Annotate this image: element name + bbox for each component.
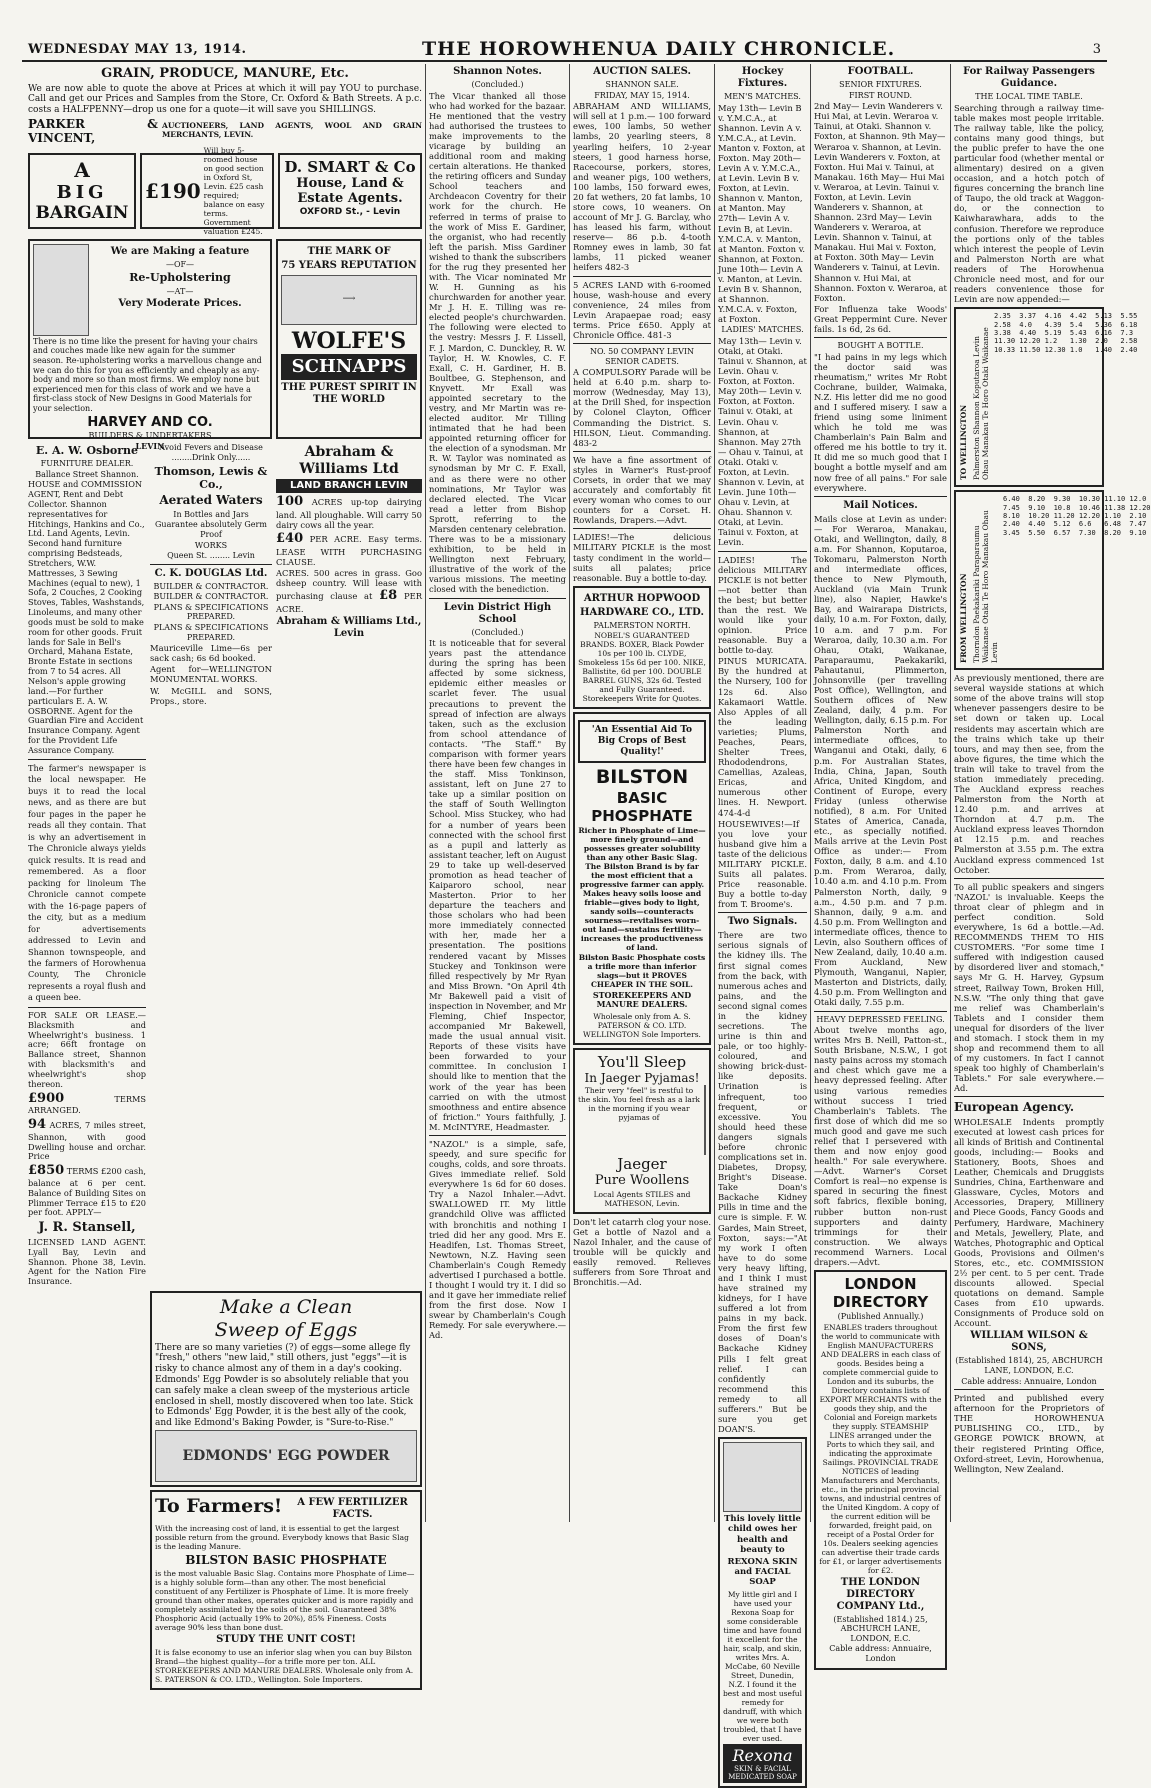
house-price-box: [140, 145, 274, 236]
acres-500-text: ACRES. 500 acres in grass. Goo dsheep country. Will lease with purchasing clause at: [276, 567, 422, 602]
railway-intro: Searching through a railway time-table makes most people irritable. The railway table, like the policy, contains many good things, but the public prefer to have the one particular food (whether mental or alimentary) desired on a given occasion, and a hotch potch of figures concerning the branch line of Taupo, the old track at Waggon-do, or the connection to Kaiwharawhara, adds to the confusion. Therefore we reproduce the portions only of the tables which interest the people of Levin and Palmerston North are what readers of The Horowhenua Chronicle need most, and for our readers convenience those for Levin are now appended:—: [954, 102, 1104, 305]
bargain-a: A: [74, 157, 90, 182]
column-rule: [950, 64, 951, 1522]
price-850-terms: TERMS £200 cash, balance at 6 per cent. Balance of Building Sites on Plimmer Terrace £15 to £20 per foot. APPLY—: [28, 1166, 146, 1218]
stansell-name: J. R. Stansell,: [38, 1220, 136, 1236]
fevers-line: Avoid Fevers and Disease: [159, 442, 263, 452]
hopwood-name: ARTHUR HOPWOOD: [583, 592, 701, 604]
upholsterer-image: [33, 244, 89, 336]
for-sale-text: FOR SALE OR LEASE.— Blacksmith and Wheelwright's business. 1 acre; 66ft frontage on Ballance street, Shannon with blacksmith's and wheelwright's shop thereon.: [28, 1009, 146, 1089]
from-wellington-label: FROM WELLINGTON: [959, 573, 968, 664]
shannon-sale: SHANNON SALE.: [605, 80, 679, 89]
house-text: Will buy 5-roomed house on good section in Oxford St, Levin. £25 cash required; balance on easy terms. Government valuation £245.: [203, 145, 265, 236]
clean-sweep-2: Sweep of Eggs: [214, 1318, 358, 1341]
price-8: £8: [379, 588, 398, 604]
bargain-big: BIG: [56, 181, 108, 203]
study-text: It is false economy to use an inferior slag when you can buy Bilston Brand—the highest quality—for a trifle more per ton. ALL STOREKEEPERS AND MANURE DEALERS. Wholesale only from A. S. PATERSON & CO. LTD., Wellington. Sole Importers.: [155, 1648, 414, 1685]
directory-company: THE LONDON DIRECTORY COMPANY Ltd.,: [836, 1576, 925, 1612]
jaeger-text: Their very "feel" is restful to the skin. You feel fresh as a lark in the morning if you wear pyjamas of: [578, 1086, 700, 1123]
queen-st-line: Queen St. ........ Levin: [167, 551, 255, 561]
lime-text: Mauriceville Lime—6s per sack cash; 6s 6d booked.: [150, 643, 272, 664]
at-line: —AT—: [166, 286, 194, 296]
pickle-text: LADIES!—The delicious MILITARY PICKLE is the most tasty condiment in the world—suits all palates; price reasonable. Buy a bottle to-day.: [573, 532, 711, 583]
school-text: It is noticeable that for several years past the attendance during the spring has been affected by some sickness, epidemic either measles or scarlet fever. The usual precautions to prevent the spread of infection are always taken, such as the exclusion from school attendance of contacts. "The Staff." By comparison with former years there have been few changes in the staff. Miss Tonkinson, assistant, left on June 27 to take up a similar position on the staff of South Wellington School. Miss Stuckey, who had for a number of years been connected with the school first as a pupil and latterly as assistant teacher, left on August 29 to take up well-deserved promotion as head teacher of Kaiparoro school, near Masterton. Prior to her departure the teachers and those scholars who had been more immediately connected with her, made her a presentation. The positions rendered vacant by Misses Stuckey and Tonkinson were filled respectively by Mr Ryan and Miss Brown. "On April 4th Mr Bakewell paid a visit of inspection in November, and Mr Fleming, Chief Inspector, accompanied Mr Bakewell, made the usual annual visit. Reports of these visits have been forwarded to your committee. In conclusion I should like to mention that the work of the year has been carried on with the utmost smoothness and entire absence of friction." Yours faithfully, J. M. McINTYRE, Headmaster.: [429, 638, 566, 1132]
shannon-notes-text: The Vicar thanked all those who had worked for the bazaar. He mentioned that the vestry had authorised the trustees to make improvements to the vicarage by building an additional room and making certain alterations. He thanked the retiring officers and Sunday School teachers and Archdeacon Coventry for their work for the church. He referred in terms of praise to the work of Miss E. Gardiner, the organist, who had recently left the parish. Miss Gardiner wished to thank the subscribers for the rug they presented her with. The Vicar nominated Mr W. H. Gunning as his churchwarden for another year. Mr J. H. E. Tilling was re-elected people's churchwarden. The following were elected to the vestry: Messrs J. F. Lissell, F. J. Mardon, C. Dunckley, R. W. Taylor, H. W. Knowles, C. F. Exall, C. H. Gardiner, H. B. Boultbee, G. Stephenson, and Knyvett. Mr Exall was appointed secretary to the vestry, and Mr Martin was re-elected auditor. Mr Tilling intimated that he had been appointed returning officer for the election of a synodsman. Mr R. W. Taylor was nominated as synodsman by Mr C. F. Exall, and as there were no other nominations, Mr Taylor was declared elected. The Vicar read a letter from Bishop Sprott, referring to the Marsden centenary celebration. There was to be a missionary exhibition, to be held in Wellington next February, illustrative of the work of the various missions. The meeting closed with the benediction.: [429, 90, 566, 595]
housewives-text: HOUSEWIVES!—If you love your husband give him a taste of the delicious MILITARY PICKLE. Suits all palates. Price reasonable. Buy a bottle to-day from T. Broome's.: [718, 818, 807, 910]
wilson-address: (Established 1814), 25, ABCHURCH LANE, LONDON, E.C.: [955, 1356, 1103, 1375]
egg-text: There are so many varieties (?) of eggs—some allege fly "fresh," others "new laid," still others, just "eggs"—it is risky to chance almost any of them in a day's cooking. Edmonds' Egg Powder is so absolutely reliable that you can safely make a clean sweep of the mysterious article enclosed in shell, mostly discovered when too late. Stick to Edmonds' Egg Powder, it is the best ally of the cook, and like Edmond's Baking Powder, is "Sure-to-Rise.": [155, 1342, 414, 1429]
price-8-text: PER ACRE.: [276, 591, 423, 614]
directory-cable: Cable address: Annuaire, London: [829, 1644, 932, 1663]
issue-date: WEDNESDAY MAY 13, 1914.: [28, 42, 247, 57]
upholstery-text: There is no time like the present for having your chairs and couches made like new again for the summer season. Re-upholstering works a marvellous change and we can do this for you as efficiently and cheaply as any-body and more so than most firms. We employ none but experienced men for this class of work and we have a first-class stock of New Designs in Good Materials for your selection.: [33, 336, 262, 413]
bilston-costs: Bilston Basic Phosphate costs a trifle more than inferior slags—but it PROVES CHEAPER IN THE SOIL.: [578, 952, 706, 989]
abraham-ad: [276, 442, 422, 1288]
football-heading: FOOTBALL.: [847, 66, 914, 77]
stations-b: Thorndon Paekakariki Paraparaumu Waikanae Otaki Te Horo Manakau Ohau Levin: [972, 510, 999, 664]
price-900-terms: TERMS ARRANGED.: [28, 1093, 146, 1116]
right-stack: [276, 236, 422, 442]
from-wellington-table: [954, 490, 1151, 670]
douglas-name: C. K. DOUGLAS Ltd.: [154, 567, 268, 579]
acres-100-text: ACRES up-top dairying land. All ploughable. Will carry 50 dairy cows all the year.: [276, 497, 422, 531]
mail-notices-text: Mails close at Levin as under:— For Weraroa, Manakau, Otaki, and Wellington, daily, 8 a.m. For Shannon, Koputaroa, Tokomaru, Palmerston North and intermediate offices, thence to New Plymouth, Auckland (via Main Trunk line), also Napier, Hawke's Bay, and Wairarapa Districts, daily, 10 a.m. For Foxton, daily, 10 a.m. and 7 p.m. For Weraroa, daily, 10.30 a.m. For Ohau, Otaki, Waikanae, Paraparaumu, Paekakariki, Pahautanui, Plimmerton, Johnsonville (per travelling Post Office), Wellington, and Southern offices of New Zealand, daily, 4 p.m. For Wellington, daily, 6.15 p.m. For Palmerston North and intermediate offices, to Wanganui and Otaki, daily, 6 p.m. For Australian States, India, China, Japan, South Africa, United Kingdom, and Continent of Europe, every Friday (unless otherwise notified), 8 a.m. For United States of America, Canada, etc., as specially notified. Mails arrive at the Levin Post Office as under:— From Foxton, daily, 8 a.m. and 4.10 p.m. From Weraroa, daily, 10.40 a.m. and 4.10 p.m. From Palmerston North, daily, 9 a.m., 4.50 p.m. and 7 p.m. Shannon, daily, 9 a.m. and 4.50 p.m. From Wellington and intermediate offices, thence to Levin, also Southern offices of New Zealand, daily, 10.40 a.m. From Auckland, New Plymouth, Wanganui, Napier, Masterton and Districts, daily, 4.50 p.m. From Wellington and Otaki daily, 7.55 p.m.: [814, 513, 947, 1008]
pyjamas-line: In Jaeger Pyjamas!: [584, 1070, 700, 1085]
sale-date: FRIDAY, MAY 15, 1914.: [594, 90, 690, 100]
fertilizer-text: With the increasing cost of land, it is essential to get the largest possible return from the ground. Everybody knows that Basic Slag is the leading Manure.: [155, 1524, 409, 1551]
masthead: [22, 38, 1107, 62]
smart-box: [278, 153, 422, 229]
prices-line: Very Moderate Prices.: [118, 298, 242, 310]
two-signals-text: There are two serious signals of the kidney ills. The first signal comes from the back, with numerous aches and pains, and the second signal comes in the kidney secretions. The urine is thin and pale, or too highly-coloured, and showing brick-dust-like deposits. Urination is infrequent, too frequent, or excessive. You should heed these dangers signals before chronic complications set in. Diabetes, Dropsy, Bright's Disease. Take Doan's Backache Kidney Pills in time and the cure is simple. F. W. Gardes, Main Street, Foxton, says:—"At my work I often have to do some very heavy lifting, and I think I must have strained my kidneys, for I have suffered a lot from pains in my back. From the first few doses of Doan's Backache Kidney Pills I felt great relief. I can confidently recommend this remedy to all sufferers." But be sure you get DOAN'S.: [718, 930, 807, 1435]
big-bargain-box: [28, 153, 136, 229]
depressed-heading: HEAVY DEPRESSED FEELING.: [816, 1014, 945, 1024]
ladies-matches: LADIES' MATCHES.: [721, 325, 804, 335]
five-acres-text: 5 ACRES LAND with 6-roomed house, wash-house and every convenience, 24 miles from Levin Arapaepae road; easy terms. Price £650. Apply at Chronicle Office. 481-3: [573, 279, 711, 340]
firm-name: PARKER & VINCENT,: [28, 116, 158, 146]
thomson-name: Thomson, Lewis & Co.,: [154, 464, 268, 492]
rexona-text: My little girl and I have used your Rexona Soap for some considerable time and have found it excellent for the hair, scalp, and skin, writes Mrs. A. McCabe, 60 Neville Street, Dunedin, N.Z. I found it the best and most useful remedy for dandruff, with which we were both troubled, that I have ever used.: [723, 1589, 802, 1743]
imprint-text: Printed and published every afternoon for the Proprietors of THE HOROWHENUA PUBLISHING CO., LTD., by GEORGE POWICK BROWN, at their registered Printing Office, Oxford-street, Levin, Horowhenua, Wellington, New Zealand.: [954, 1393, 1104, 1474]
concluded-label: (Concluded.): [471, 80, 524, 89]
cadets-heading: NO. 50 COMPANY LEVIN SENIOR CADETS.: [589, 346, 695, 366]
depressed-text: About twelve months ago, writes Mrs B. Neill, Patton-st., South Brisbane, N.S.W., I got nasty pains across my stomach and chest which gave me a heavy depressed feeling. After using various remedies without success I tried Chamberlain's Tablets. The first dose of which did me so much good and gave me such relief that I persevered with them and now enjoy good health." For sale everywhere.—Advt. Warner's Corset Comfort is real—no expense is spared in securing the finest soft fabrics, flexible boning, rubber button non-rust supporters and dainty trimmings for their construction. We always recommend Warners. Local drapers.—Advt.: [814, 1025, 947, 1267]
clean-sweep-1: Make a Clean: [219, 1296, 353, 1319]
directory-word: DIRECTORY: [832, 1292, 929, 1311]
feature-line: We are Making a feature: [110, 245, 250, 257]
study-unit-cost: STUDY THE UNIT COST!: [216, 1634, 356, 1646]
european-agency-heading: European Agency.: [954, 1100, 1075, 1115]
auction-heading: AUCTION SALES.: [593, 66, 691, 77]
auction-column: [573, 64, 711, 1522]
harvey-town: LEVIN: [135, 440, 165, 451]
column-rule: [569, 64, 570, 1522]
hopwood-text: NOBEL'S GUARANTEED BRANDS. BOXER, Black Powder 10s per 100 lb. CLYDE, Smokeless 15s 6d per 100. NIKE, Ballistite, 6d per 100. DOUBLE BARREL GUNS, 32s 6d. Tested and Fully Guaranteed. Storekeepers Write for Quotes.: [578, 631, 706, 704]
jaeger-word: Jaeger: [617, 1155, 667, 1174]
wilson-name: WILLIAM WILSON & SONS,: [970, 1330, 1088, 1354]
schnapps-name: SCHNAPPS: [281, 354, 417, 380]
bilston-word: BILSTON: [595, 765, 689, 788]
mark-line: THE MARK OF: [307, 245, 391, 257]
ladies-fixtures: May 13th— Levin v. Otaki, at Otaki. Tainui v. Shannon, at Levin. Ohau v. Foxton, at Foxton. May 20th— Levin v. Foxton, at Foxton. Tainui v. Otaki, at Levin. Ohau v. Shannon, at Shannon. May 27th— Ohau v. Tainui, at Otaki. Otaki v. Foxton, at Levin. Shannon v. Levin, at Levin. June 10th— Ohau v. Levin, at Ohau. Shannon v. Otaki, at Levin. Tainui v. Foxton, at Levin.: [718, 335, 807, 548]
sleep-line: You'll Sleep: [597, 1052, 687, 1071]
pyjama-figure: [704, 1085, 706, 1155]
column-rule: [810, 64, 811, 1522]
acres-94: 94: [28, 1117, 47, 1133]
harvey-sub: BUILDERS & UNDERTAKERS: [88, 431, 212, 441]
purest-line: THE PUREST SPIRIT IN THE WORLD: [281, 381, 417, 405]
column-rule: [714, 64, 715, 1522]
hockey-heading: Hockey Fixtures.: [737, 66, 788, 89]
to-wellington-table: [954, 307, 1138, 487]
osborne-text: HOUSE and COMMISSION AGENT, Rent and Debt Collector. Shannon representatives for Hitchings, Hankins and Co., Ltd. Land Agents, Levin. Second hand furniture comprising Bedsteads, Stretchers, W.W. Mattresses, 3 Sewing Machines (equal to new), 1 Sofa, 2 Couches, 2 Cooking Stoves, Tables, Washstands, Linoleums, and many other goods must be sold to make room for other goods. Fruit lands for Sale in Bell's Orchard, Mahana Estate, Bronte Estate in sections from 7 to 54 acres. All Nelson's apple growing land.—For further particulars E. A. W. OSBORNE. Agent for the Guardian Fire and Accident Insurance Company. Agent for the Provident Life Assurance Company.: [28, 479, 145, 755]
price-850: £850: [28, 1163, 65, 1179]
builder-line-2: BUILDER & CONTRACTOR.: [153, 592, 269, 602]
directory-address: (Established 1814.) 25, ABCHURCH LANE, LONDON, E.C.: [833, 1614, 928, 1643]
railway-column: [954, 64, 1151, 1522]
guarantee-line: Guarantee absolutely Germ Proof: [155, 520, 267, 539]
child-portrait: [723, 1442, 802, 1512]
times-b: 6.40 8.20 9.30 10.30 11.10 12.0 7.45 9.10 10.8 10.46 11.38 12.20 8.10 10.20 11.20 12.20 1.10 2.10 2.40 4.40 5.12 6.6 6.48 7.47 3.45 5.50 6.57 7.30 8.20 9.10: [1003, 495, 1151, 537]
abraham-name: Abraham & Williams Ltd: [299, 443, 399, 477]
works-line: WORKS: [194, 540, 228, 550]
shannon-notes-column: [429, 64, 566, 1522]
plans-line-2: PLANS & SPECIFICATIONS PREPARED.: [153, 623, 269, 642]
column-rule: [425, 64, 426, 1522]
osborne-ad: [28, 442, 146, 1288]
aerated-waters: Aerated Waters: [159, 493, 263, 508]
hockey-column: [718, 64, 807, 1782]
land-branch: LAND BRANCH LEVIN: [276, 479, 422, 493]
pure-woollens: Pure Woollens: [594, 1173, 690, 1189]
jaeger-ad: [573, 1048, 711, 1214]
wholesale-text: Wholesale only from A. S. PATERSON & CO. LTD. WELLINGTON Sole Importers.: [583, 1011, 701, 1039]
pinus-text: PINUS MURICATA. By the hundred at the Nursery, 100 for 12s 6d. Also Kakamaori Wattle. Also Apples of all the leading varieties; Plums, Peaches, Pears, Shelter Trees, Rhododendrons, Camellias, Azaleas, Ericas, and numerous other lines. H. Newport. 474-4-d: [718, 656, 807, 818]
abraham-footer: Abraham & Williams Ltd., Levin: [276, 615, 422, 639]
hopwood-hardware: HARDWARE CO., LTD.: [580, 606, 704, 618]
reup-line: Re-Upholstering: [129, 271, 231, 285]
storekeepers: STOREKEEPERS AND MANURE DEALERS.: [592, 989, 692, 1010]
house-price: £190: [145, 178, 201, 203]
bilston-name: BILSTON BASIC PHOSPHATE: [185, 1553, 387, 1567]
rexona-tagline: SKIN & FACIAL MEDICATED SOAP: [728, 1764, 797, 1782]
bottles-line: In Bottles and Jars: [173, 509, 249, 519]
phosphate-word: PHOSPHATE: [591, 806, 693, 825]
harvey-name: HARVEY AND CO.: [87, 414, 213, 430]
smart-sub: House, Land & Estate Agents.: [296, 175, 404, 207]
signature-image: ⟶: [281, 275, 417, 325]
bilston-ad: [573, 712, 711, 1044]
wolfe-name: WOLFE'S: [291, 327, 407, 354]
firm-tagline: AUCTIONEERS, LAND AGENTS, WOOL AND GRAIN MERCHANTS, LEVIN.: [162, 120, 422, 139]
rexona-name: REXONA SKIN and FACIAL SOAP: [727, 1556, 798, 1588]
published-annually: (Published Annually.): [837, 1311, 924, 1321]
of-line: —OF—: [165, 259, 195, 269]
customers-text: To all public speakers and singers 'NAZOL' is invaluable. Keeps the throat clear of phlegm and in perfect condition. Sold everywhere, 1s 6d a bottle.—Ad. RECOMMENDS THEM TO HIS CUSTOMERS. "For some time I suffered with indigestion caused by disordered liver and stomach," says Mr G. H. Harvey, Gypsum street, Railway Town, Broken Hill, N.S.W. "The only thing that gave me relief was Chamberlain's Tablets and I consider them unequal for disorders of the liver and stomach. I stock them in my shop and recommend them to all of my customers. In fact I cannot speak too highly of Chamberlain's Tablets." For sale everywhere.—Ad.: [954, 881, 1104, 1094]
price-900: £900: [28, 1090, 65, 1106]
bought-bottle: BOUGHT A BOTTLE.: [837, 340, 924, 350]
stansell-text: LICENSED LAND AGENT. Lyall Bay, Levin and Shannon. Phone 38, Levin. Agent for the Nation Fire Insurance.: [28, 1236, 146, 1287]
acres-100: 100: [276, 494, 304, 510]
european-agency-text: WHOLESALE Indents promptly executed at lowest cash prices for all kinds of British and Continental goods, including:— Books and Stationery, Boots, Shoes and Leather, Chemicals and Druggists Sundries, China, Earthenware and Glassware, Cycles, Motors and Accessories, Drapery, Millinery and Piece Goods, Fancy Goods and Perfumery, Hardware, Machinery and Metals, Jewellery, Plate, and Watches, Photographic and Optical Goods, Provisions and Oilmen's Stores, etc., etc. COMMISSION 2½ per cent. to 5 per cent. Trade discounts allowed. Special quotations on demand. Sample Cases from £10 upwards. Consignments of Produce sold on Account.: [954, 1116, 1104, 1329]
railway-notes: As previously mentioned, there are several wayside stations at which some of the above trains will stop whenever passengers desire to be set down or taken up. Local residents may ascertain which are the trains which take up their tours, and may then see, from the above figures, the time which the train will take to travel from the station immediately preceding. The Auckland express reaches Palmerston from the North at 12.40 p.m. and arrives at Thorndon at 4.7 p.m. The Auckland express leaves Thorndon at 12.15 p.m. and reaches Palmerston at 3.55 p.m. The extra Auckland express commenced 1st October.: [954, 673, 1104, 875]
builder-line: BUILDER & CONTRACTOR.: [153, 581, 269, 591]
catarrh-text: Don't let catarrh clog your nose. Get a bottle of Nazol and a Nazol Inhaler, and the cause of trouble will be quickly and easily removed. Relieves sufferers from Sore Throat and Bronchitis.—Ad.: [573, 1216, 711, 1288]
smart-name: D. SMART & Co: [284, 157, 416, 176]
monumental-agent: Agent for—WELLINGTON MONUMENTAL WORKS.: [150, 664, 272, 685]
newspaper-title: THE HOROWHENUA DAILY CHRONICLE.: [422, 38, 896, 60]
plans-line: PLANS & SPECIFICATIONS PREPARED.: [153, 602, 269, 622]
bilston-body: Richer in Phosphate of Lime—more finely ground—and possesses greater solubility than any other Basic Slag. The Bilston Brand is by far the most efficient that a progressive farmer can apply. Makes heavy soils loose and friable—gives body to light, sandy soils—counteracts sourness—revitalises worn-out land—sustains fertility—increases the productiveness of land.: [578, 825, 706, 952]
senior-fixtures: SENIOR FIXTURES.: [839, 80, 922, 89]
smart-address: OXFORD St., - Levin: [299, 206, 401, 217]
to-farmers: To Farmers!: [155, 1495, 283, 1517]
basic-word: BASIC: [616, 788, 668, 807]
to-wellington-label: TO WELLINGTON: [959, 405, 968, 481]
mail-notices-heading: Mail Notices.: [843, 499, 918, 511]
rexona-ad: [718, 1437, 807, 1788]
bargain-row: [28, 145, 422, 236]
osborne-street: Ballance Street Shannon.: [35, 469, 139, 479]
osborne-name: E. A. W. Osborne: [35, 443, 139, 457]
pickle-text-2: LADIES! The delicious MILITARY PICKLE is not better—not better than the best; but better than the rest. We would like your opinion. Price reasonable. Buy a bottle to-day.: [718, 554, 807, 656]
football-column: [814, 64, 947, 1663]
mens-fixtures: May 13th— Levin B v. Y.M.C.A., at Shannon. Levin A v. Y.M.C.A., at Levin. Manton v. Foxton, at Foxton. May 20th— Levin A v. Y.M.C.A., at Levin. Levin B v. Foxton, at Levin. Shannon v. Manton, at Manton. May 27th— Levin A v. Levin B, at Levin. Y.M.C.A. v. Manton, at Manton. Foxton v. Shannon, at Foxton. June 10th— Levin A v. Manton, at Levin. Levin B v. Shannon, at Shannon. Y.M.C.A. v. Foxton, at Foxton.: [718, 102, 806, 325]
grain-text: We are now able to quote the above at Prices at which it will pay YOU to purchase. Call and get our Prices and Samples from the Store, Cr. Oxford & Bath Streets. A p.c. costs a HALFPENNY—drop us one for a quote—it will save you SHILLINGS.: [28, 83, 422, 116]
acres-94-text: ACRES, 7 miles street, Shannon, with good Dwelling house and orchar. Price: [28, 1120, 146, 1162]
jaeger-agents: Local Agents STILES and MATHESON, Levin.: [593, 1189, 691, 1208]
stations-a: Palmerston Shannon Koputaroa Levin Ohau Manakau Te Horo Otaki Waikanae: [972, 327, 990, 481]
bilston-text: is the most valuable Basic Slag. Contains more Phosphate of Lime—is a highly soluble form—than any other. The most beneficial constituent of any Fertilizer is Phosphate of Lime. It is more freely ground than other makes, operates quicker and is more rapidly and completely assimilated by the soils of the soil. Guaranteed 38% Phosphoric Acid (actually 19% to 20%), 85% Fineness. Costs average 90% less than bone dust.: [155, 1569, 415, 1633]
nazol-text: "NAZOL" is a simple, safe, speedy, and sure specific for coughs, colds, and sore throats. Gives immediate relief. Sold everywhere 1s 6d for 60 doses. Try a Nazol Inhaler.—Advt. SWALLOWED IT. My little grandchild Olive was afflicted with bronchitis and nothing I tried did her any good. Mrs E. Headifen, Lst. Thomas Street, Newtown, N.Z. Having seen Chamberlain's Cough Remedy advertised I purchased a bottle. I thought I would try it. I did so and it gave her immediate relief from the first dose. Now I swear by Chamberlain's Cough Remedy. For sale everywhere.—Ad.: [429, 1138, 566, 1341]
directory-text: ENABLES traders throughout the world to communicate with English MANUFACTURERS AND DEALERS in each class of goods. Besides being a complete commercial guide to London and its suburbs, the Directory contains lists of EXPORT MERCHANTS with the goods they ship, and the Colonial and Foreign markets they supply. STEAMSHIP LINES arranged under the Ports to which they sail, and indicating the approximate Sailings. PROVINCIAL TRADE NOTICES of leading Manufacturers and Merchants, etc., in the principal provincial towns, and industrial centres of the United Kingdom. A copy of the current edition will be forwarded, freight paid, on receipt of a Postal Order for 10s. Dealers seeking agencies can advertise their trade cards for £1, or larger advertisements for £2.: [819, 1322, 942, 1575]
edmonds-ad: [150, 1291, 422, 1487]
school-heading: Levin District High School: [443, 601, 552, 625]
sale-list: ABRAHAM AND WILLIAMS, will sell at 1 p.m.— 100 forward ewes, 100 lambs, 50 wether lambs, 20 yearling steers, 8 yearling heifers, 10 2-year steers, 1 good harness horse, Racecourse, porkers, stores, and weaner pigs, 100 wethers, 100 lambs, 150 forward ewes, 20 fat wethers, 20 fat lambs, 10 store cows, 10 weaners. On account of Mr J. G. Barclay, who has leased his farm, without reserve— 86 p.b. 4-tooth Romney ewes in lamb, 30 fat lambs, 11 picked weaner heifers 482-3: [573, 101, 711, 273]
osborne-sub: FURNITURE DEALER.: [40, 458, 134, 468]
farmer-newspaper-text: The farmer's newspaper is the local newspaper. He buys it to read the local news, and as there are but four pages in the paper he reads all they contain. That is why an advertisement in The Chronicle always yields quick results. It is read and remembered. As a floor packing for linoleum The Chronicle cannot compete with the 16-page papers of the city, but as a medium for advertisements addressed to Levin and Shannon townspeople, and the farmers of Horowhenua County, The Chronicle represents a royal flush and a queen bee.: [28, 762, 146, 1003]
corsets-text: We have a fine assortment of styles in Warner's Rust-proof Corsets, in order that we may accurately and comfortably fit every woman who comes to our counters for a Corset. H. Rowlands, Drapers.—Advt.: [573, 454, 711, 526]
hopwood-town: PALMERSTON NORTH.: [593, 620, 691, 630]
middle-stack: [150, 442, 272, 1288]
essential-aid: 'An Essential Aid To Big Crops of Best Quality!': [578, 720, 706, 762]
london-directory-ad: [814, 1270, 947, 1670]
mcgill-text: W. McGILL and SONS, Props., store.: [150, 685, 272, 706]
fertilizer-facts: A FEW FERTILIZER FACTS.: [297, 1497, 408, 1520]
price-40-text: PER ACRE. Easy terms. LEASE WITH PURCHASING CLAUSE.: [276, 534, 422, 567]
ads-columns: [28, 64, 423, 1685]
bought-bottle-text: "I had pains in my legs which the doctor said was rheumatism," writes Mr Robt Cochrane, builder, Waimaka, N.Z. His letter did me no good and I suffered misery. I saw a friend using some liniment which he told me was Chamberlain's Pain Balm and offered me his bottle to try it. It did me so much good that I bought a bottle myself and am now free of all pains." For sale everywhere.: [814, 351, 947, 493]
drink-line: ........Drink Only......: [171, 453, 251, 463]
football-fixtures: 2nd May— Levin Wanderers v. Hui Mai, at Levin. Weraroa v. Tainui, at Otaki. Shannon v. Foxton, at Shannon. 9th May— Weraroa v. Shannon, at Levin. Levin Wanderers v. Foxton, at Foxton. Hui Mai v. Tainui, at Manakau. 16th May— Hui Mai v. Weraroa, at Levin. Tainui v. Foxton, at Levin. Levin Wanderers v. Shannon, at Shannon. 23rd May— Levin Wanderers v. Weraroa, at Levin. Shannon v. Tainui, at Manakau. Hui Mai v. Foxton, at Foxton. 30th May— Levin Wanderers v. Tainui, at Levin. Shannon v. Hui Mai, at Shannon. Foxton v. Weraroa, at Foxton.: [814, 101, 947, 303]
hopwood-ad: [573, 586, 711, 710]
schnapps-ad: [276, 239, 422, 439]
first-round: FIRST ROUND.: [848, 90, 913, 100]
child-line: This lovely little child owes her health and beauty to: [724, 1514, 801, 1555]
rexona-logo: Rexona: [732, 1745, 793, 1765]
london-word: LONDON: [844, 1274, 917, 1293]
wilson-cable: Cable address: Annuaire, London: [961, 1376, 1097, 1386]
local-time-table: THE LOCAL TIME TABLE.: [975, 92, 1083, 101]
reputation-line: 75 YEARS REPUTATION: [281, 259, 417, 271]
bargain-word: BARGAIN: [35, 203, 129, 224]
concluded-label-2: (Concluded.): [471, 627, 524, 637]
times-a: 2.35 3.37 4.16 4.42 5.13 5.55 2.58 4.0 4.39 5.4 5.36 6.18 3.38 4.40 5.19 5.43 6.16 7.3 11.30 12.20 1.2 1.30 2.0 2.58 10.33 11.50 12.30 1.0 1.40 2.40: [994, 312, 1138, 354]
influenza-text: For Influenza take Woods' Great Peppermint Cure. Never fails. 1s 6d, 2s 6d.: [814, 303, 947, 334]
railway-heading: For Railway Passengers Guidance.: [963, 66, 1095, 89]
mens-matches: MEN'S MATCHES.: [724, 92, 801, 101]
grain-heading: GRAIN, PRODUCE, MANURE, Etc.: [101, 66, 349, 81]
cadets-text: A COMPULSORY Parade will be held at 6.40 p.m. sharp to-morrow (Wednesday, May 13), at the Drill Shed, for inspection by Colonel Clayton, Officer Commanding the District. S. HILSON, Lieut. Commanding. 483-2: [573, 367, 711, 448]
page-number: 3: [1092, 42, 1101, 57]
two-signals-heading: Two Signals.: [727, 916, 798, 928]
price-40: £40: [276, 531, 304, 547]
shannon-notes-heading: Shannon Notes.: [453, 66, 542, 77]
fertilizer-ad: [150, 1490, 422, 1690]
edmonds-logo: EDMONDS' EGG POWDER: [155, 1430, 417, 1482]
